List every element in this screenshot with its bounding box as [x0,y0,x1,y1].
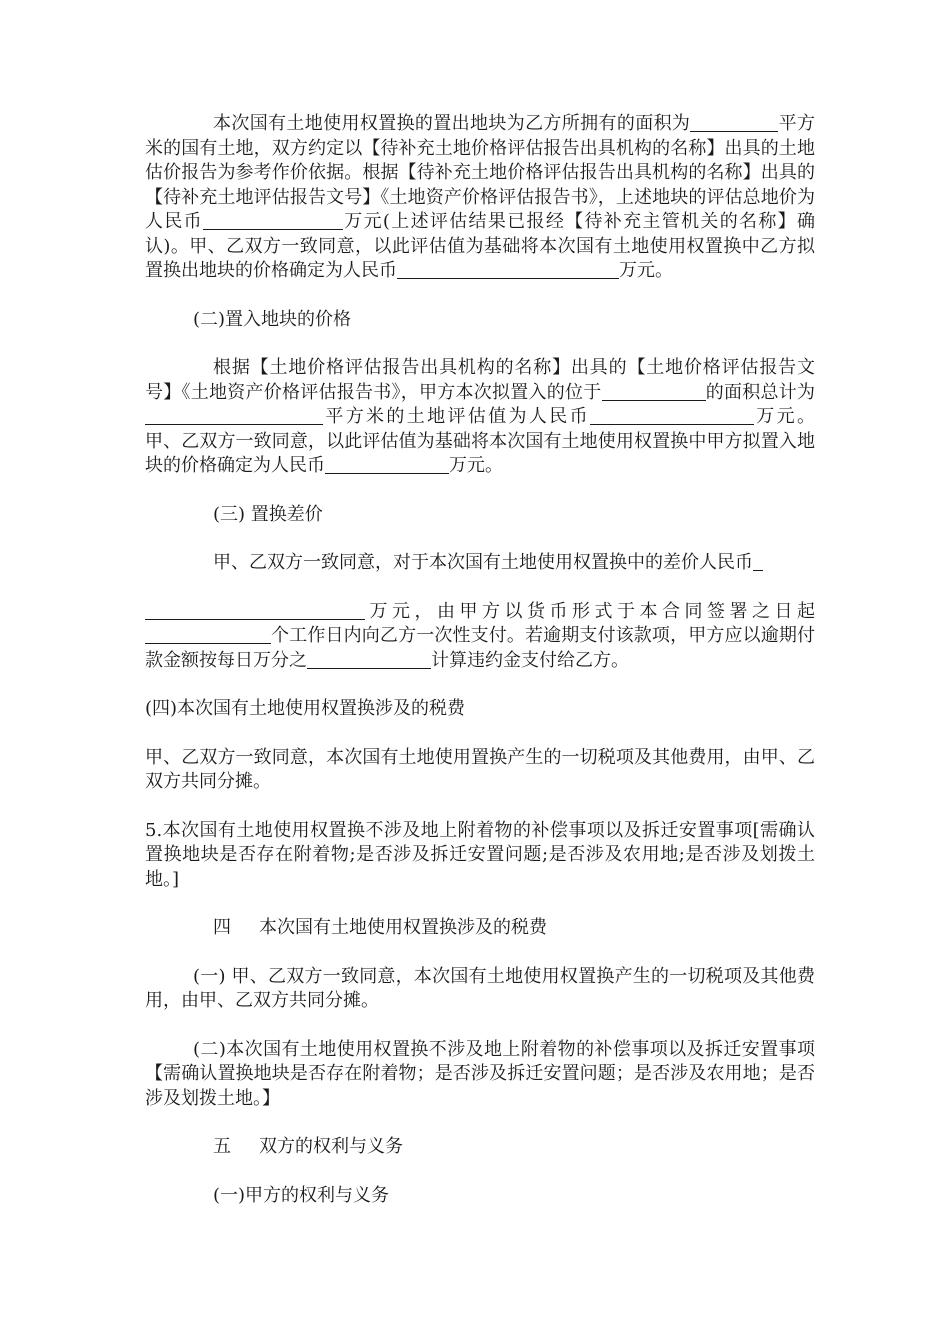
fill-blank-location[interactable] [602,382,706,401]
text-segment: 个工作日内向乙方一次性支付。若逾期支付该款项，甲方应以逾期付款金额按每日万分之 [145,625,815,671]
heading-price-difference: (三) 置换差价 [213,503,323,525]
paragraph-price-difference-terms [145,600,815,674]
fill-blank-valuation[interactable] [590,406,754,425]
fill-blank-difference-amount[interactable] [145,601,365,620]
heading-taxes-fees: (四)本次国有土地使用权置换涉及的税费 [145,698,466,719]
fill-blank-area[interactable] [690,113,778,132]
text-segment: 本次国有土地使用权置换的置出地块为乙方所拥有的面积为 [213,113,691,134]
text-segment: 的面积总计为 [705,381,815,403]
heading-party-a-rights: (一)甲方的权利与义务 [213,1184,390,1206]
heading-swap-in-price: (二)置入地块的价格 [193,308,352,330]
text-segment: 万元(上述评估结果已报经【待补充主管机关的名称】确认)。甲、乙双方一致同意，以此评估值为基础将本次国有土地使用权置换中乙方拟置换出地块的价格确定为人民币 [145,211,815,281]
paragraph-swap-in-price [145,356,815,479]
paragraph-section-4-2: (二)本次国有土地使用权置换不涉及地上附着物的补偿事项以及拆迁安置事项【需确认置换地块是否存在附着物；是否涉及拆迁安置问题；是否涉及农用地；是否涉及划拨土地。】 [145,1038,815,1109]
section-number: 五 [213,1136,231,1157]
section-heading-4 [145,916,815,941]
text-segment: 甲、乙双方一致同意，对于本次国有土地使用权置换中的差价人民币 [213,552,753,573]
text-segment: 万元。 [619,260,673,281]
fill-blank-penalty-rate[interactable] [307,650,431,669]
fill-blank-swap-in-area[interactable] [145,406,323,425]
paragraph-section-4-1: (一) 甲、乙双方一致同意，本次国有土地使用权置换产生的一切税项及其他费用，由甲、乙双方共同分摊。 [145,965,815,1011]
section-heading-5 [145,1135,815,1160]
section-number: 四 [213,917,231,938]
text-segment: 根据【土地价格评估报告出具机构的名称】出具的【土地价格评估报告文号】《土地资产价格评估报告书》，甲方本次拟置入的位于 [145,357,815,403]
text-segment: 平方米的国有土地，双方约定以【待补充土地价格评估报告出具机构的名称】出具的土地估价报告为参考作价依据。根据【待补充土地价格评估报告出具机构的名称】出具的【待补充土地评估报告文号】《土地资产价格评估报告书》，上述地块的评估总地价为人民币 [145,113,816,232]
paragraph-item-5: 5.本次国有土地使用权置换不涉及地上附着物的补偿事项以及拆迁安置事项[需确认置换地块是否存在附着物;是否涉及拆迁安置问题;是否涉及农用地;是否涉及划拨土地。] [145,819,815,890]
fill-blank-stub[interactable] [753,552,763,571]
paragraph-swap-out-price [145,112,815,284]
fill-blank-swap-in-price[interactable] [325,455,449,474]
section-title: 双方的权利与义务 [259,1136,403,1157]
text-segment: 万元。 [449,455,503,476]
fill-blank-swap-out-price[interactable] [397,260,619,279]
text-segment: 计算违约金支付给乙方。 [431,649,629,671]
paragraph-taxes-fees: 甲、乙双方一致同意，本次国有土地使用置换产生的一切税项及其他费用，由甲、乙双方共同分摊。 [145,746,815,792]
text-segment: 万元，由甲方以货币形式于本合同签署之日起 [365,600,815,622]
fill-blank-workdays[interactable] [145,625,271,644]
paragraph-price-difference-intro [145,551,815,576]
text-segment: 万元。 甲、乙双方一致同意，以此评估值为基础将本次国有土地使用权置换中甲方拟置入地块的价格确定为人民币 [145,406,816,476]
fill-blank-total-price[interactable] [203,211,343,230]
document-page [145,112,815,1208]
text-segment: 平方米的土地评估值为人民币 [323,406,590,427]
section-title: 本次国有土地使用权置换涉及的税费 [259,917,547,938]
